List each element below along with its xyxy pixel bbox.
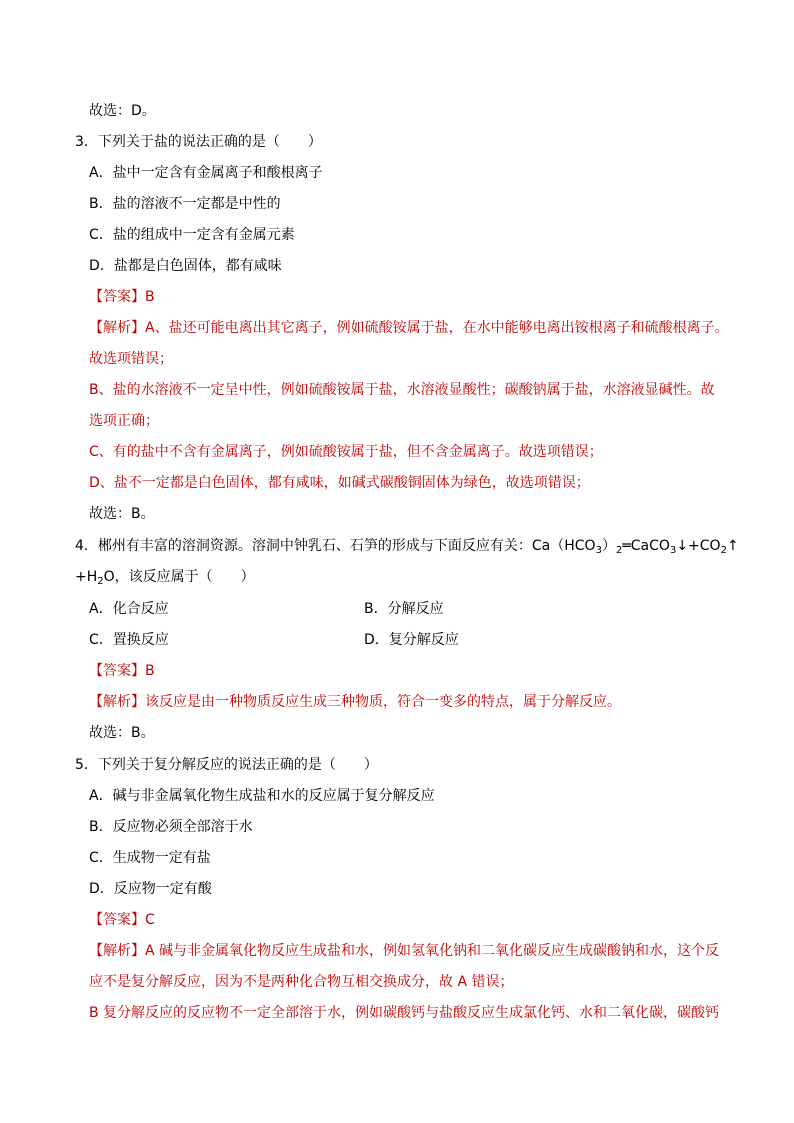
answer-value: C bbox=[145, 912, 155, 928]
subscript: 2 bbox=[97, 576, 104, 587]
answer-tag: 【答案】 bbox=[89, 289, 145, 305]
q3-conclusion: 故选：B。 bbox=[89, 506, 155, 522]
q3-analysis-line-d: D、盐不一定都是白色固体，都有咸味，如碱式碳酸铜固体为绿色，故选项错误； bbox=[89, 475, 590, 491]
analysis-tag: 【解析】 bbox=[89, 320, 145, 336]
up-arrow-icon: ↑ bbox=[726, 538, 739, 554]
q4-paren: ） bbox=[601, 538, 616, 554]
answer-value: B bbox=[145, 663, 155, 679]
q3-analysis-line-b: B、盐的水溶液不一定呈中性，例如硫酸铵属于盐，水溶液显酸性；碳酸钠属于盐，水溶液显碱性。故 bbox=[89, 382, 715, 398]
answer-value: B bbox=[145, 289, 155, 305]
q4-option-a: A．化合反应 bbox=[89, 601, 169, 617]
q3-option-c: C．盐的组成中一定含有金属元素 bbox=[89, 227, 295, 243]
q4-stem-text: 4．郴州有丰富的溶洞资源。溶洞中钟乳石、石笋的形成与下面反应有关：Ca（HCO bbox=[75, 538, 596, 554]
q5-analysis-line3: B 复分解反应的反应物不一定全部溶于水，例如碳酸钙与盐酸反应生成氯化钙、水和二氧化碳，碳酸钙 bbox=[89, 1005, 720, 1021]
conclusion-d: 故选：D。 bbox=[89, 103, 156, 119]
question-4-stem-line1 bbox=[75, 536, 739, 556]
subscript: 3 bbox=[595, 545, 602, 556]
question-5-stem: 5．下列关于复分解反应的说法正确的是（ ） bbox=[75, 757, 378, 773]
answer-tag: 【答案】 bbox=[89, 663, 145, 679]
q4-stem-end: O，该反应属于（ ） bbox=[103, 569, 255, 585]
q4-conclusion: 故选：B。 bbox=[89, 725, 155, 741]
q4-h2o: +H bbox=[75, 569, 98, 585]
q3-analysis-line-a bbox=[89, 318, 729, 338]
q3-option-b: B．盐的溶液不一定都是中性的 bbox=[89, 196, 281, 212]
answer-tag: 【答案】 bbox=[89, 912, 145, 928]
equals-sign: ═ bbox=[622, 538, 631, 554]
q5-option-b: B．反应物必须全部溶于水 bbox=[89, 819, 253, 835]
subscript: 3 bbox=[669, 545, 677, 556]
down-arrow-icon: ↓ bbox=[676, 538, 689, 554]
q5-option-c: C．生成物一定有盐 bbox=[89, 850, 211, 866]
q3-option-a: A．盐中一定含有金属离子和酸根离子 bbox=[89, 165, 323, 181]
analysis-text: 该反应是由一种物质反应生成三种物质，符合一变多的特点，属于分解反应。 bbox=[145, 694, 621, 710]
q5-answer bbox=[89, 910, 155, 930]
analysis-tag: 【解析】 bbox=[89, 943, 145, 959]
q3-answer bbox=[89, 287, 155, 307]
analysis-tag: 【解析】 bbox=[89, 694, 145, 710]
q4-caco3: CaCO bbox=[630, 538, 670, 554]
q3-analysis-line-b-cont: 选项正确； bbox=[89, 413, 159, 429]
analysis-text: A、盐还可能电离出其它离子，例如硫酸铵属于盐，在水中能够电离出铵根离子和硫酸根离子。 bbox=[145, 320, 729, 336]
q3-analysis-line-c: C、有的盐中不含有金属离子，例如硫酸铵属于盐，但不含金属离子。故选项错误； bbox=[89, 444, 603, 460]
question-3-stem: 3．下列关于盐的说法正确的是（ ） bbox=[75, 134, 322, 150]
q4-option-d: D．复分解反应 bbox=[364, 632, 459, 648]
subscript: 2 bbox=[615, 545, 623, 556]
q5-option-a: A．碱与非金属氧化物生成盐和水的反应属于复分解反应 bbox=[89, 788, 435, 804]
subscript: 2 bbox=[720, 545, 727, 556]
q4-option-c: C．置换反应 bbox=[89, 632, 169, 648]
q3-option-d: D．盐都是白色固体，都有咸味 bbox=[89, 258, 282, 274]
q4-co2: +CO bbox=[688, 538, 721, 554]
q4-analysis bbox=[89, 692, 621, 712]
q4-answer bbox=[89, 661, 155, 681]
q3-analysis-continuation: 故选项错误； bbox=[89, 351, 173, 367]
analysis-text: A 碱与非金属氧化物反应生成盐和水，例如氢氧化钠和二氧化碳反应生成碳酸钠和水，这个反 bbox=[145, 943, 720, 959]
q5-analysis-line1 bbox=[89, 941, 719, 961]
q5-analysis-line2: 应不是复分解反应，因为不是两种化合物互相交换成分，故 A 错误； bbox=[89, 974, 514, 990]
q5-option-d: D．反应物一定有酸 bbox=[89, 881, 212, 897]
question-4-stem-line2 bbox=[75, 567, 255, 587]
q4-option-b: B．分解反应 bbox=[364, 601, 444, 617]
